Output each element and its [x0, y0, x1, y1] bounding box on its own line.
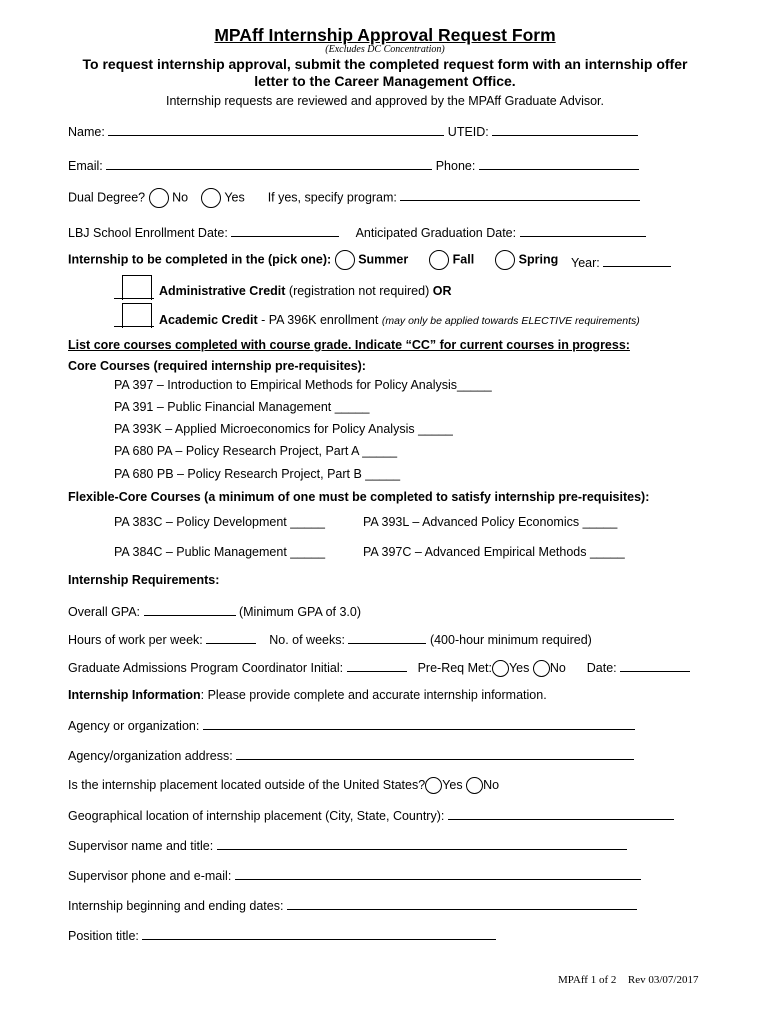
agency-field[interactable] [203, 717, 635, 730]
core-course-5: PA 680 PB – Policy Research Project, Part B _____ [114, 467, 401, 481]
admin-credit-checkbox[interactable] [122, 275, 152, 300]
uteid-label: UTEID: [447, 125, 489, 139]
dates-info-row [68, 897, 637, 913]
location-label: Geographical location of internship placement (City, State, Country): [68, 809, 445, 823]
agency-row [68, 717, 635, 733]
name-field[interactable] [108, 123, 444, 136]
outside-us-no-radio[interactable] [466, 777, 483, 794]
supervisor-row [68, 837, 627, 853]
outside-us-row [68, 777, 499, 794]
year-row [571, 254, 671, 270]
outside-us-label: Is the internship placement located outside of the United States? [68, 777, 426, 792]
prereq-label: Pre-Req Met: [417, 661, 492, 675]
term-row [68, 250, 558, 270]
academic-credit-row [159, 313, 640, 327]
review-note: Internship requests are reviewed and approved by the MPAff Graduate Advisor. [166, 94, 604, 108]
flex-course-3: PA 384C – Public Management _____ [114, 545, 326, 559]
core-course-4: PA 680 PA – Policy Research Project, Part A _____ [114, 444, 398, 458]
admin-credit-row [159, 284, 452, 298]
outside-us-yes-label: Yes [442, 777, 463, 792]
position-row [68, 927, 496, 943]
academic-credit-desc: - PA 396K enrollment [261, 313, 379, 327]
page-footer [558, 974, 698, 986]
page-number: MPAff 1 of 2 [558, 974, 617, 986]
dual-degree-yes-radio[interactable] [201, 188, 221, 208]
gpa-field[interactable] [144, 603, 236, 616]
prereq-no-radio[interactable] [533, 660, 550, 677]
academic-credit-label: Academic Credit [159, 313, 258, 327]
email-field[interactable] [106, 157, 432, 170]
internship-dates-label: Internship beginning and ending dates: [68, 899, 284, 913]
academic-credit-checkbox[interactable] [122, 303, 152, 328]
prereq-no-label: No [549, 661, 566, 675]
supervisor-contact-field[interactable] [235, 867, 641, 880]
dates-row [68, 224, 646, 240]
coordinator-field[interactable] [347, 659, 407, 672]
enrollment-date-label: LBJ School Enrollment Date: [68, 226, 228, 240]
outside-us-yes-radio[interactable] [425, 777, 442, 794]
info-heading [68, 688, 547, 702]
list-courses-heading: List core courses completed with course grade. Indicate “CC” for current courses in progress: [68, 338, 630, 352]
admin-credit-underline [114, 298, 154, 299]
dual-degree-row [68, 188, 640, 208]
coordinator-row [68, 659, 690, 677]
flex-course-1: PA 383C – Policy Development _____ [114, 515, 326, 529]
hours-field[interactable] [206, 631, 256, 644]
gpa-label: Overall GPA: [68, 605, 141, 619]
flex-course-2: PA 393L – Advanced Policy Economics _____ [363, 515, 618, 529]
instruction-line-1: To request internship approval, submit the completed request form with an internship offer [82, 56, 688, 72]
graduation-date-field[interactable] [520, 224, 646, 237]
academic-credit-underline [114, 326, 154, 327]
gpa-row [68, 603, 361, 619]
email-label: Email: [68, 159, 103, 173]
hours-label: Hours of work per week: [68, 633, 203, 647]
summer-radio[interactable] [335, 250, 355, 270]
dual-degree-no-label: No [172, 190, 189, 205]
position-field[interactable] [142, 927, 496, 940]
phone-field[interactable] [479, 157, 639, 170]
form-subtitle: (Excludes DC Concentration) [325, 44, 445, 55]
location-field[interactable] [448, 807, 674, 820]
prereq-yes-label: Yes [508, 661, 530, 675]
email-row [68, 157, 639, 173]
flex-courses-heading: Flexible-Core Courses (a minimum of one must be completed to satisfy internship pre-requisites): [68, 490, 650, 504]
location-row [68, 807, 674, 823]
supervisor-contact-label: Supervisor phone and e-mail: [68, 869, 232, 883]
prereq-yes-radio[interactable] [492, 660, 509, 677]
name-row [68, 123, 638, 139]
academic-credit-note: (may only be applied towards ELECTIVE requirements) [381, 315, 640, 327]
info-heading-bold: Internship Information [68, 688, 201, 702]
admin-credit-label: Administrative Credit [159, 284, 286, 298]
uteid-field[interactable] [492, 123, 638, 136]
name-label: Name: [68, 125, 105, 139]
fall-label: Fall [452, 252, 475, 267]
revision-date: Rev 03/07/2017 [627, 974, 699, 986]
address-row [68, 747, 634, 763]
graduation-date-label: Anticipated Graduation Date: [355, 226, 517, 240]
supervisor-field[interactable] [217, 837, 627, 850]
date-field[interactable] [620, 659, 690, 672]
weeks-label: No. of weeks: [269, 633, 345, 647]
summer-label: Summer [358, 252, 409, 267]
address-field[interactable] [236, 747, 634, 760]
coordinator-label: Graduate Admissions Program Coordinator Initial: [68, 661, 344, 675]
supervisor-label: Supervisor name and title: [68, 839, 214, 853]
weeks-note: (400-hour minimum required) [429, 633, 592, 647]
internship-dates-field[interactable] [287, 897, 637, 910]
agency-label: Agency or organization: [68, 719, 200, 733]
fall-radio[interactable] [429, 250, 449, 270]
form-title: MPAff Internship Approval Request Form [214, 25, 556, 45]
info-heading-rest: : Please provide complete and accurate internship information. [200, 688, 547, 702]
admin-credit-or: OR [432, 284, 452, 298]
address-label: Agency/organization address: [68, 749, 233, 763]
position-label: Position title: [68, 929, 139, 943]
admin-credit-desc: (registration not required) [288, 284, 430, 298]
weeks-field[interactable] [348, 631, 426, 644]
year-label: Year: [571, 256, 600, 270]
gpa-note: (Minimum GPA of 3.0) [238, 605, 362, 619]
year-field[interactable] [603, 254, 671, 267]
instruction-line-2: letter to the Career Management Office. [254, 73, 516, 89]
dual-degree-no-radio[interactable] [149, 188, 169, 208]
hours-row [68, 631, 592, 647]
dual-degree-label: Dual Degree? [68, 190, 146, 205]
spring-label: Spring [518, 252, 559, 267]
enrollment-date-field[interactable] [231, 224, 339, 237]
specify-program-label: If yes, specify program: [267, 190, 397, 205]
flex-course-4: PA 397C – Advanced Empirical Methods _____ [363, 545, 625, 559]
core-course-1: PA 397 – Introduction to Empirical Methods for Policy Analysis_____ [114, 378, 492, 392]
phone-label: Phone: [435, 159, 476, 173]
supervisor-contact-row [68, 867, 641, 883]
requirements-heading: Internship Requirements: [68, 573, 220, 587]
date-label: Date: [586, 661, 617, 675]
instructions [0, 56, 770, 90]
outside-us-no-label: No [483, 777, 500, 792]
term-label: Internship to be completed in the (pick one): [68, 252, 332, 267]
specify-program-field[interactable] [400, 188, 640, 201]
core-course-3: PA 393K – Applied Microeconomics for Policy Analysis _____ [114, 422, 453, 436]
core-courses-heading: Core Courses (required internship pre-requisites): [68, 359, 366, 373]
dual-degree-yes-label: Yes [224, 190, 245, 205]
core-course-2: PA 391 – Public Financial Management _____ [114, 400, 370, 414]
spring-radio[interactable] [495, 250, 515, 270]
